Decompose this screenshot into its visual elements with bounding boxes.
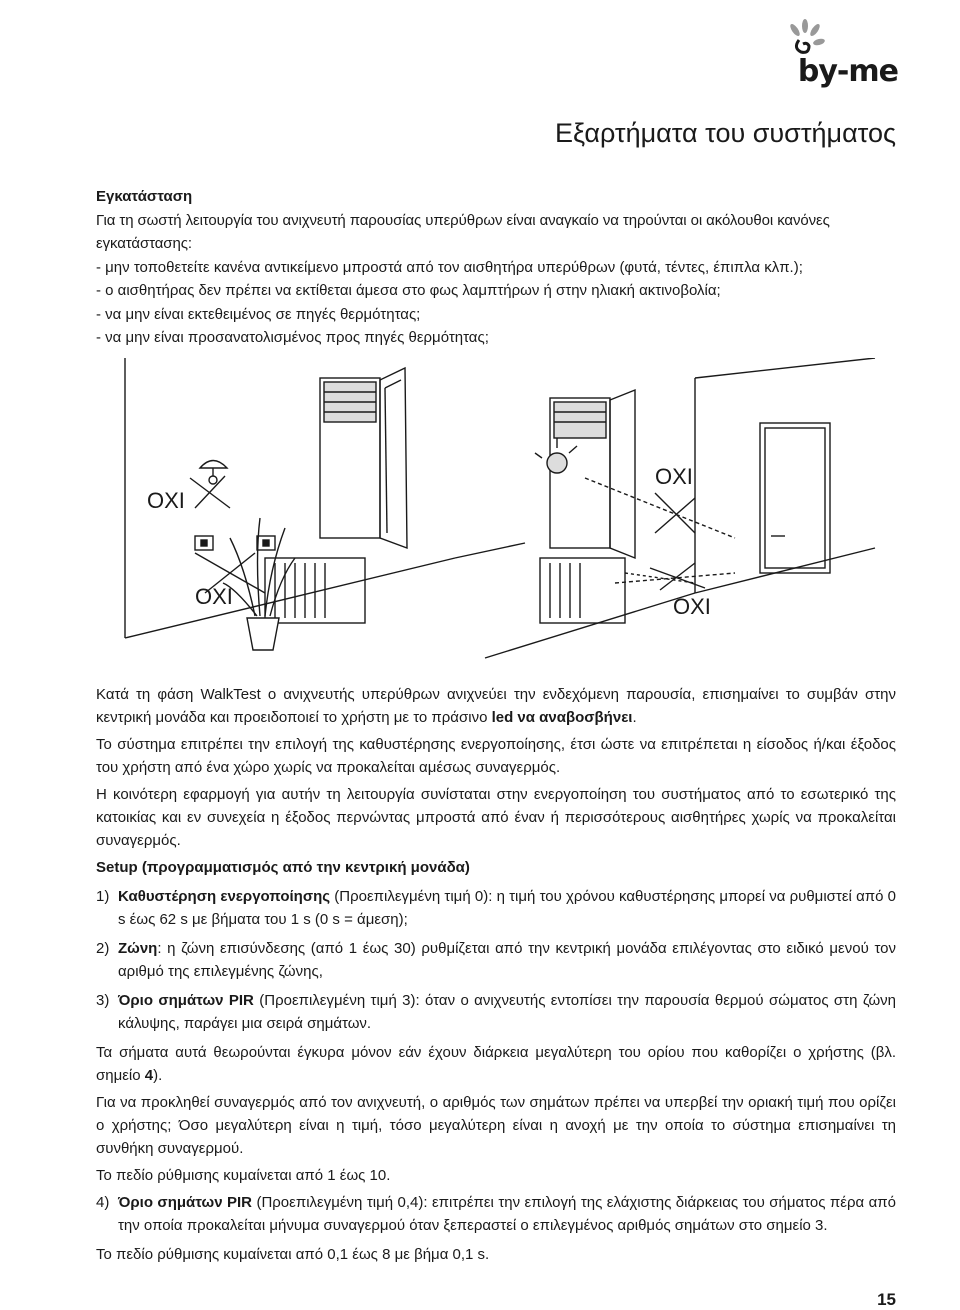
brand-logo xyxy=(778,18,898,88)
item-desc: (Προεπιλεγμένη τιμή 0,4): επιτρέπει την επιλογή της ελάχιστης διάρκειας του σήματος πέρα από την οποία προκαλείται μήνυμα συναγερμού όταν ξεπεραστεί ο επιλεγμένος αριθμός σημάτων στο σημείο 3. xyxy=(118,1194,896,1234)
walktest-text: Κατά τη φάση WalkTest ο ανιχνευτής υπερύθρων ανιχνεύει την ενδεχόμενη παρουσία, επισημαίνει το συμβάν στην κεντρική μονάδα και προειδοποιεί το χρήστη με το πράσινο xyxy=(96,686,896,726)
item-number: 4) xyxy=(96,1194,110,1211)
installation-lead: Για τη σωστή λειτουργία του ανιχνευτή παρουσίας υπερύθρων είναι αναγκαίο να τηρούνται οι ακόλουθοι κανόνες εγκατάστασης: xyxy=(96,211,830,252)
setup-heading: Setup (προγραμματισμός από την κεντρική μονάδα) xyxy=(96,859,470,876)
item3-validity-note xyxy=(96,1041,896,1087)
item3-range-note: Το πεδίο ρύθμισης κυμαίνεται από 1 έως 10. xyxy=(96,1167,391,1184)
item-desc: (Προεπιλεγμένη τιμή 0): η τιμή του χρόνου καθυστέρησης μπορεί να ρυθμιστεί από 0 s έως 62 s με βήματα του 1 s (0 s = άμεση); xyxy=(118,888,896,928)
page-number: 15 xyxy=(877,1290,896,1309)
walktest-paragraph xyxy=(96,683,896,729)
item-text xyxy=(118,1191,896,1237)
item-text xyxy=(118,885,896,931)
oxi-label-right-top: ΟΧΙ xyxy=(655,464,693,489)
led-emphasis: led να αναβοσβήνει xyxy=(491,709,633,726)
delay-paragraph: Το σύστημα επιτρέπει την επιλογή της καθυστέρησης ενεργοποίησης, έτσι ώστε να επιτρέπεται η είσοδος ή/και έξοδος του χρήστη από ένα χώρο χωρίς να προκαλείται αμέσως συναγερμός. xyxy=(96,736,896,776)
item-desc: : η ζώνη επισύνδεσης (από 1 έως 30) ρυθμίζεται από την κεντρική μονάδα επιλέγοντας στο ειδικό μενού τον αριθμό της επιλεγμένης ζώνης, xyxy=(118,940,896,980)
oxi-label-right-bottom: ΟΧΙ xyxy=(673,594,711,619)
setup-item xyxy=(96,989,896,1035)
rule-item: - ο αισθητήρας δεν πρέπει να εκτίθεται άμεσα στο φως λαμπτήρων ή στην ηλιακή ακτινοβολία; xyxy=(96,282,721,299)
installation-illustration xyxy=(95,358,885,670)
rule-item: - μην τοποθετείτε κανένα αντικείμενο μπροστά από τον αισθητήρα υπερύθρων (φυτά, τέντες, έπιπλα κλπ.); xyxy=(96,258,803,276)
item-term: Όριο σημάτων PIR xyxy=(118,992,254,1009)
oxi-label-left-bottom: ΟΧΙ xyxy=(195,584,233,609)
installation-heading: Εγκατάσταση xyxy=(96,188,193,205)
logo-wordmark: by-me xyxy=(797,54,898,89)
left-room-drawing xyxy=(125,358,525,650)
hand-logo-icon xyxy=(743,18,863,58)
setup-item xyxy=(96,1191,896,1237)
item-text xyxy=(118,989,896,1035)
item-desc: (Προεπιλεγμένη τιμή 3): όταν ο ανιχνευτής εντοπίσει την παρουσία θερμού σώματος στη ζώνη κάλυψης, παράγει μια σειρά σημάτων. xyxy=(118,992,896,1032)
installation-section xyxy=(96,185,896,350)
body-text xyxy=(96,683,896,1270)
walktest-end: . xyxy=(632,709,637,726)
page-title: Εξαρτήματα του συστήματος xyxy=(554,118,896,148)
item3-threshold-note: Για να προκληθεί συναγερμός από τον ανιχνευτή, ο αριθμός των σημάτων πρέπει να υπερβεί την οριακή τιμή που ορίζει ο χρήστης; Όσο μεγαλύτερη είναι η τιμή, τόσο μεγαλύτερη είναι η ανοχή με την οποία το σύστημα επισημαίνει τη συνθήκη συναγερμού. xyxy=(96,1094,896,1157)
item-number: 1) xyxy=(96,888,110,905)
validity-text: Τα σήματα αυτά θεωρούνται έγκυρα μόνον εάν έχουν διάρκεια μεγαλύτερη του ορίου που καθορίζει ο χρήστης (βλ. σημείο xyxy=(96,1044,896,1084)
setup-item xyxy=(96,885,896,931)
item-number: 3) xyxy=(96,992,110,1009)
item-text xyxy=(118,937,896,983)
application-paragraph: Η κοινότερη εφαρμογή για αυτήν τη λειτουργία συνίσταται στην ενεργοποίηση του συστήματος από το εσωτερικό της κατοικίας και εν συνεχεία η έξοδος περνώντας μπροστά από έναν ή περισσότερους αισθητήρες χωρίς να προκαλείται συναγερμός. xyxy=(96,786,896,849)
setup-item xyxy=(96,937,896,983)
item4-range-note: Το πεδίο ρύθμισης κυμαίνεται από 0,1 έως 8 με βήμα 0,1 s. xyxy=(96,1246,490,1263)
item-term: Όριο σημάτων PIR xyxy=(118,1194,252,1211)
rule-item: - να μην είναι εκτεθειμένος σε πηγές θερμότητας; xyxy=(96,305,421,323)
item-number: 2) xyxy=(96,940,110,957)
item-term: Καθυστέρηση ενεργοποίησης xyxy=(118,888,331,905)
oxi-label-left-top: ΟΧΙ xyxy=(147,488,185,513)
item-term: Ζώνη xyxy=(118,940,158,957)
point-ref: 4 xyxy=(144,1067,154,1084)
rule-item: - να μην είναι προσανατολισμένος προς πηγές θερμότητας; xyxy=(96,329,489,346)
validity-end: ). xyxy=(153,1067,163,1084)
